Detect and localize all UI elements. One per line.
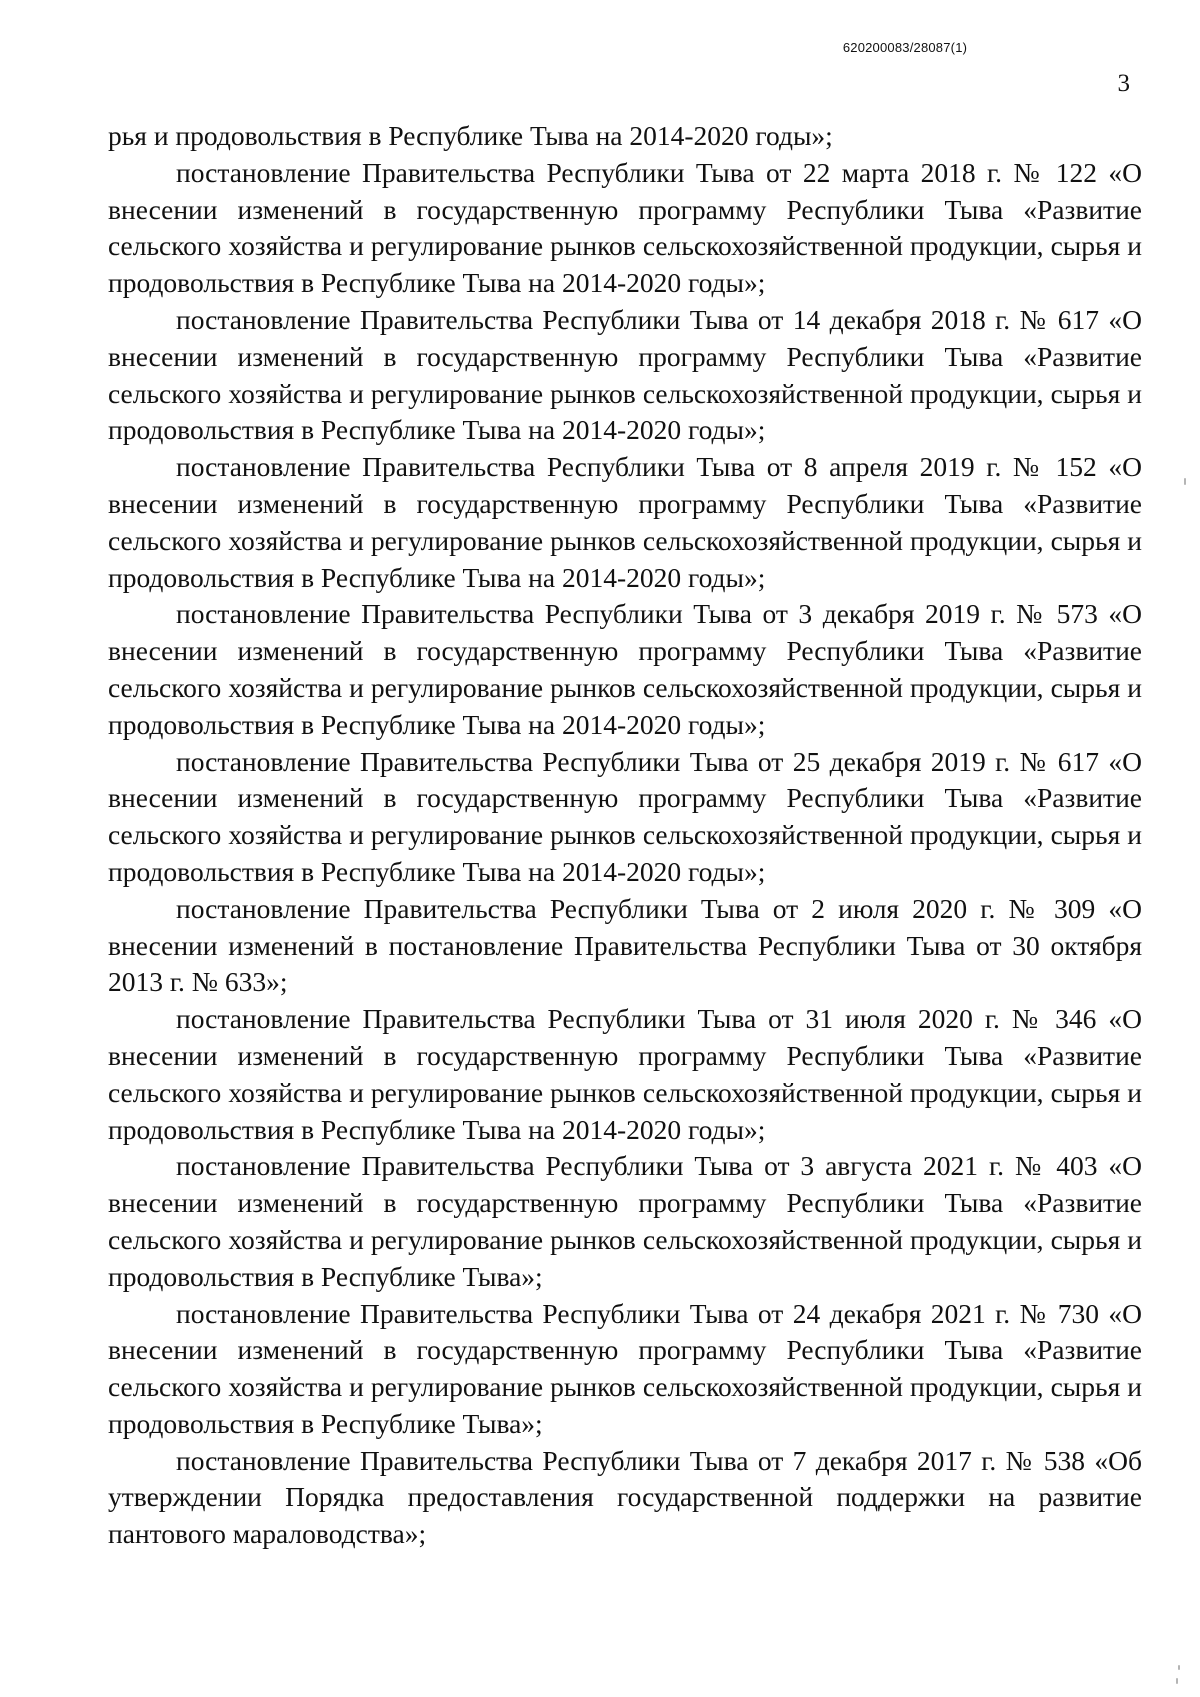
page-number: 3	[1117, 70, 1130, 97]
paragraph-resolution-538: постановление Правительства Республики Тыва от 7 декабря 2017 г. № 538 «Об утверждении Порядка предоставления государственной поддержки на развитие пантового мараловодства»;	[108, 1444, 1142, 1550]
paragraph-continuation: рья и продовольствия в Республике Тыва на 2014-2020 годы»;	[108, 120, 833, 151]
document-registration-code: 620200083/28087(1)	[842, 40, 968, 55]
paragraph-resolution-152: постановление Правительства Республики Тыва от 8 апреля 2019 г. № 152 «О внесении изменений в государственную программу Республики Тыва «Развитие сельского хозяйства и регулирование рынков сельскохозяйственной продукции, сырья и продовольствия в Республике Тыва на 2014-2020 годы»;	[108, 451, 1142, 593]
scan-artifact-mark	[1178, 1665, 1180, 1670]
paragraph-resolution-730: постановление Правительства Республики Тыва от 24 декабря 2021 г. № 730 «О внесении изменений в государственную программу Республики Тыва «Развитие сельского хозяйства и регулирование рынков сельскохозяйственной продукции, сырья и продовольствия в Республике Тыва»;	[108, 1297, 1142, 1439]
paragraph-resolution-573: постановление Правительства Республики Тыва от 3 декабря 2019 г. № 573 «О внесении изменений в государственную программу Республики Тыва «Развитие сельского хозяйства и регулирование рынков сельскохозяйственной продукции, сырья и продовольствия в Республике Тыва на 2014-2020 годы»;	[108, 598, 1142, 740]
paragraph-resolution-617-2019: постановление Правительства Республики Тыва от 25 декабря 2019 г. № 617 «О внесении изменений в государственную программу Республики Тыва «Развитие сельского хозяйства и регулирование рынков сельскохозяйственной продукции, сырья и продовольствия в Республике Тыва на 2014-2020 годы»;	[108, 745, 1142, 887]
scan-artifact-mark	[1176, 1678, 1178, 1684]
paragraph-resolution-309: постановление Правительства Республики Тыва от 2 июля 2020 г. № 309 «О внесении изменений в постановление Правительства Республики Тыва от 30 октября 2013 г. № 633»;	[108, 892, 1142, 998]
paragraph-resolution-122: постановление Правительства Республики Тыва от 22 марта 2018 г. № 122 «О внесении изменений в государственную программу Республики Тыва «Развитие сельского хозяйства и регулирование рынков сельскохозяйственной продукции, сырья и продовольствия в Республике Тыва на 2014-2020 годы»;	[108, 156, 1142, 299]
document-body	[108, 118, 1142, 1553]
paragraph-resolution-617-2018: постановление Правительства Республики Тыва от 14 декабря 2018 г. № 617 «О внесении изменений в государственную программу Республики Тыва «Развитие сельского хозяйства и регулирование рынков сельскохозяйственной продукции, сырья и продовольствия в Республике Тыва на 2014-2020 годы»;	[108, 303, 1142, 446]
paragraph-resolution-403: постановление Правительства Республики Тыва от 3 августа 2021 г. № 403 «О внесении изменений в государственную программу Республики Тыва «Развитие сельского хозяйства и регулирование рынков сельскохозяйственной продукции, сырья и продовольствия в Республике Тыва»;	[108, 1150, 1142, 1292]
paragraph-resolution-346: постановление Правительства Республики Тыва от 31 июля 2020 г. № 346 «О внесении изменений в государственную программу Республики Тыва «Развитие сельского хозяйства и регулирование рынков сельскохозяйственной продукции, сырья и продовольствия в Республике Тыва на 2014-2020 годы»;	[108, 1003, 1142, 1145]
scan-artifact-mark	[1184, 478, 1186, 485]
